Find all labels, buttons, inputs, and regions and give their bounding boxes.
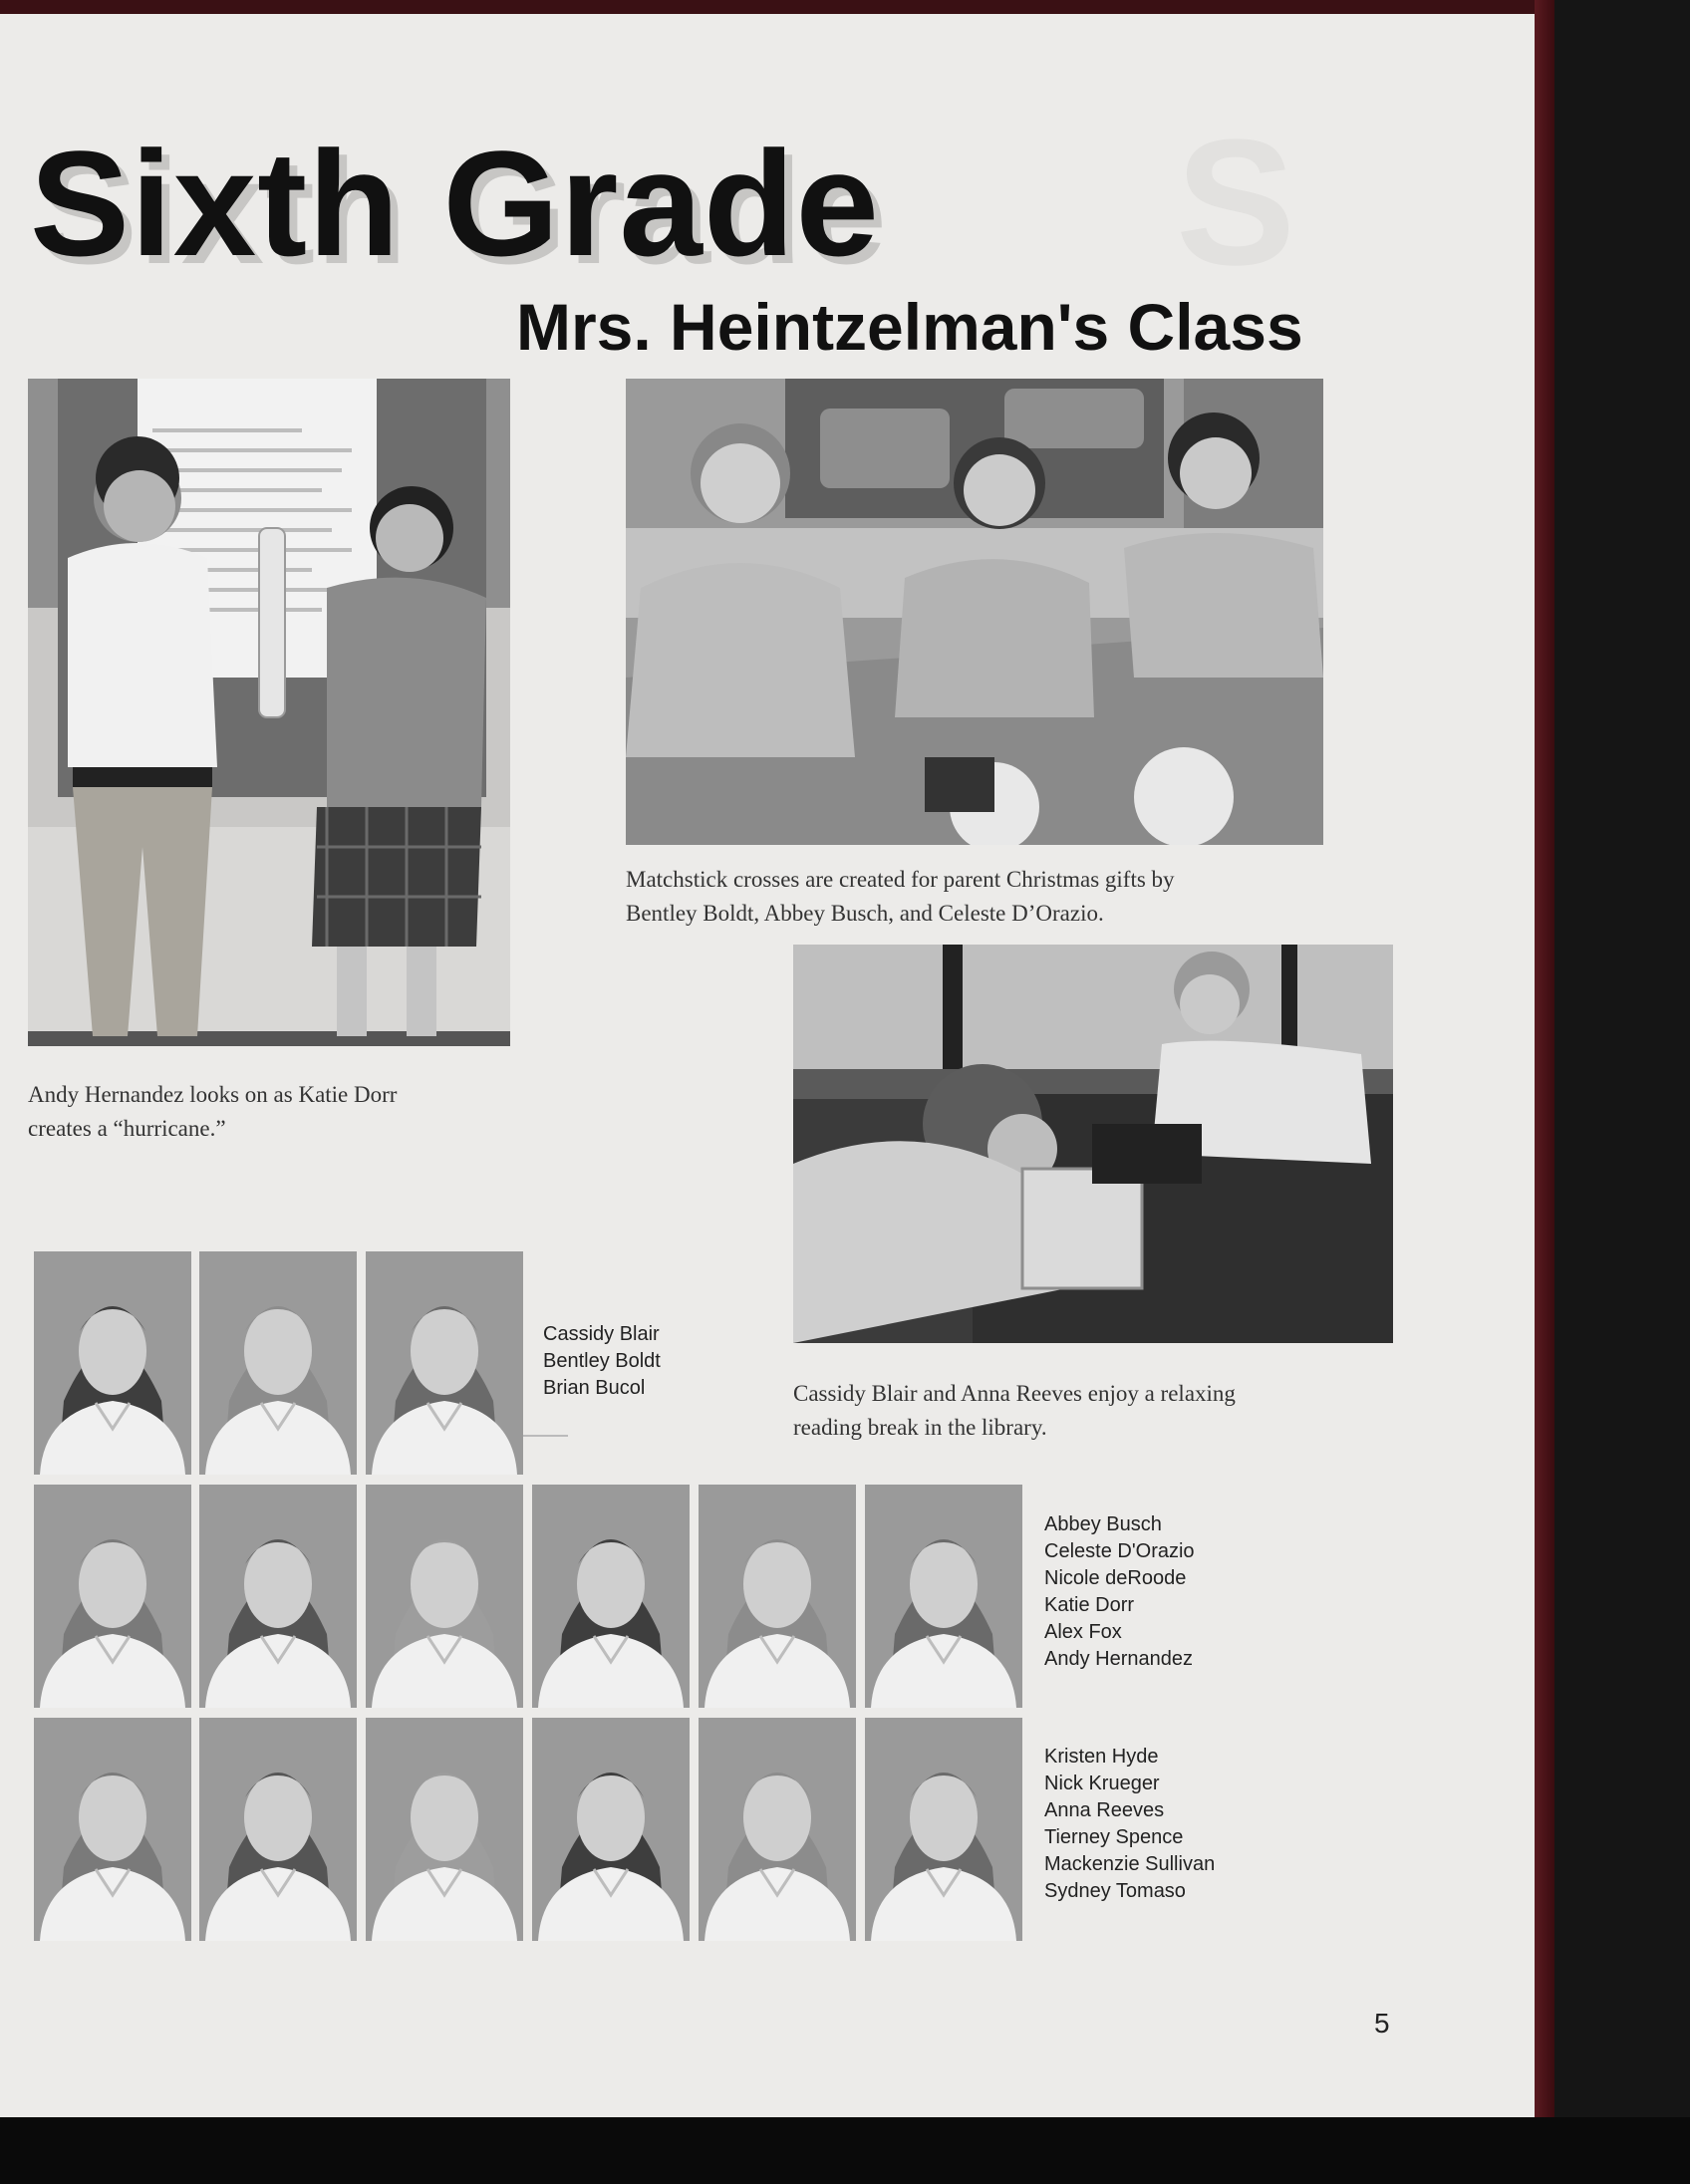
student-portrait xyxy=(366,1485,523,1708)
book-cover-edge xyxy=(0,0,1554,14)
book-spine-edge xyxy=(1535,0,1554,2117)
photo-hurricane xyxy=(28,379,510,1046)
student-portrait xyxy=(699,1718,856,1941)
bottom-shadow xyxy=(0,2117,1690,2184)
photo-matchstick-crosses xyxy=(626,379,1323,845)
student-name: Nick Krueger xyxy=(1044,1773,1160,1794)
names-row-2 xyxy=(1044,1511,1195,1673)
student-portrait xyxy=(699,1485,856,1708)
student-portrait xyxy=(865,1485,1022,1708)
student-portrait xyxy=(34,1251,191,1475)
divider xyxy=(518,1435,568,1437)
student-name: Cassidy Blair xyxy=(543,1323,660,1345)
student-portrait xyxy=(532,1485,690,1708)
student-portrait xyxy=(366,1251,523,1475)
student-portrait xyxy=(34,1485,191,1708)
student-name: Anna Reeves xyxy=(1044,1799,1165,1821)
student-name: Katie Dorr xyxy=(1044,1594,1135,1616)
student-name: Alex Fox xyxy=(1044,1621,1122,1643)
book-background xyxy=(1554,0,1690,2184)
names-row-1 xyxy=(543,1321,661,1402)
names-row-3 xyxy=(1044,1744,1215,1905)
student-name: Kristen Hyde xyxy=(1044,1746,1159,1768)
photo-library-reading xyxy=(793,945,1393,1343)
caption-matchstick-crosses: Matchstick crosses are created for parent Christmas gifts by Bentley Boldt, Abbey Busch, and Celeste D’Orazio. xyxy=(626,867,1175,926)
student-portrait xyxy=(199,1251,357,1475)
student-portrait xyxy=(34,1718,191,1941)
title-bleed-through: S xyxy=(1176,103,1298,303)
page-subtitle: Mrs. Heintzelman's Class xyxy=(516,290,1303,364)
student-name: Mackenzie Sullivan xyxy=(1044,1853,1216,1875)
page-title: Sixth Grade xyxy=(30,120,880,287)
student-name: Celeste D'Orazio xyxy=(1044,1540,1195,1562)
caption-hurricane: Andy Hernandez looks on as Katie Dorr creates a “hurricane.” xyxy=(28,1082,398,1141)
student-name: Tierney Spence xyxy=(1044,1826,1184,1848)
student-name: Brian Bucol xyxy=(543,1377,646,1399)
student-portrait xyxy=(199,1718,357,1941)
student-portrait xyxy=(199,1485,357,1708)
student-name: Bentley Boldt xyxy=(543,1350,661,1372)
student-name: Nicole deRoode xyxy=(1044,1567,1187,1589)
student-name: Abbey Busch xyxy=(1044,1513,1162,1535)
student-name: Sydney Tomaso xyxy=(1044,1880,1186,1902)
student-name: Andy Hernandez xyxy=(1044,1648,1193,1670)
page-number: 5 xyxy=(1374,2008,1390,2039)
caption-library-reading: Cassidy Blair and Anna Reeves enjoy a relaxing reading break in the library. xyxy=(793,1381,1236,1440)
student-portrait xyxy=(366,1718,523,1941)
student-portrait xyxy=(532,1718,690,1941)
student-portrait xyxy=(865,1718,1022,1941)
